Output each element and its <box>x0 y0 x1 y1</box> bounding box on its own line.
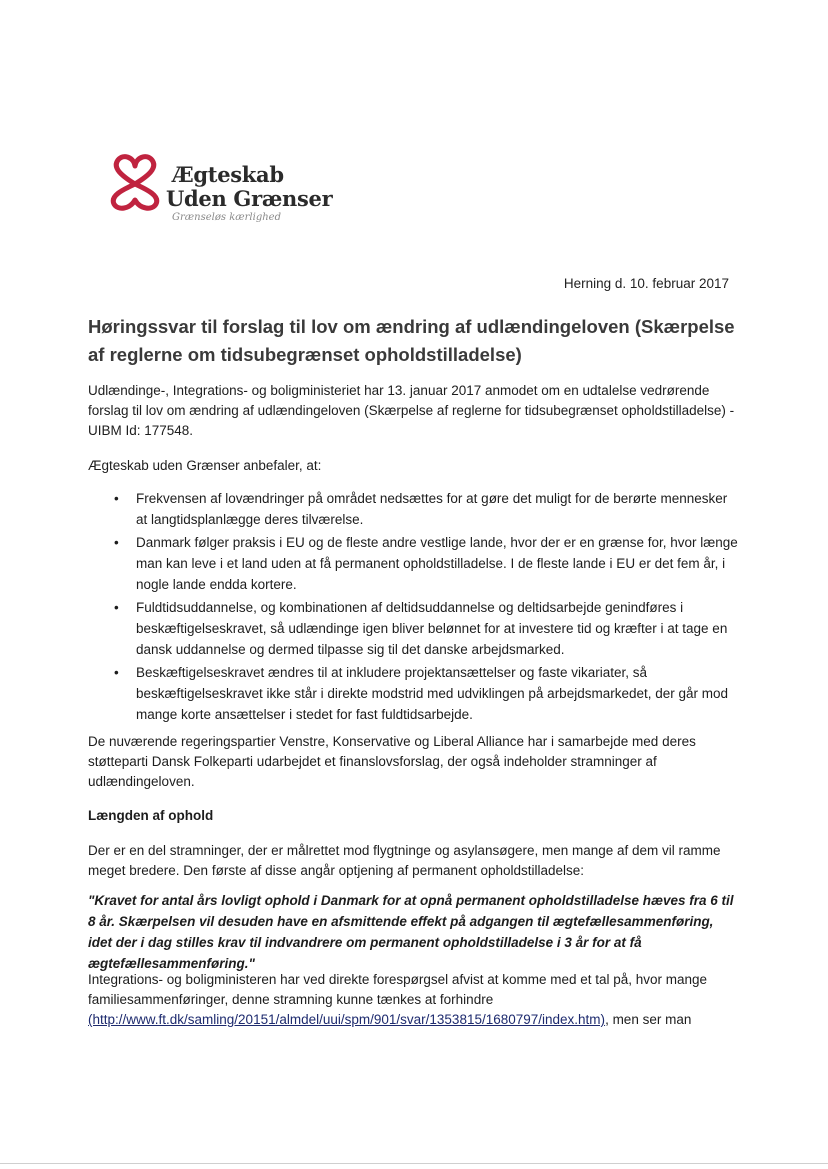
minister-text-end: , men ser man <box>605 1012 692 1027</box>
list-item-text: Danmark følger praksis i EU og de fleste andre vestlige lande, hvor der er en grænse for, hvor længe man kan leve i et land uden at få permanent opholdstilladelse. I de fleste lande i EU er det fem år, i nogle lande endda kortere. <box>136 535 738 592</box>
tightening-paragraph: Der er en del stramninger, der er målrettet mod flygtninge og asylansøgere, men mange af dem vil ramme meget bredere. Den første af disse angår optjening af permanent opholdstilladelse: <box>88 843 721 878</box>
section-heading: Længden af ophold <box>88 808 214 823</box>
intro-paragraph: Udlændinge-, Integrations- og boligministeriet har 13. januar 2017 anmodet om en udtalelse vedrørende forslag til lov om ændring af udlændingeloven (Skærpelse af reglerne for tidsubegrænset opholdstilladelse) - UIBM Id: 177548. <box>88 383 735 438</box>
list-item <box>88 488 738 530</box>
quoted-proposal: "Kravet for antal års lovligt ophold i Danmark for at opnå permanent opholdstilladelse hæves fra 6 til 8 år. Skærpelsen vil desuden have en afsmittende effekt på adgangen til ægtefællesammenføring, idet der i dag stilles krav til indvandrere om permanent opholdstilladelse i 3 år for at få ægtefællesammenføring." <box>88 893 734 971</box>
list-item-text: Frekvensen af lovændringer på området nedsættes for at gøre det muligt for de berørte mennesker at langtidsplanlægge deres tilværelse. <box>136 491 728 527</box>
bullet-icon: • <box>114 665 119 680</box>
page-bottom-rule <box>0 1163 828 1164</box>
minister-text-start: Integrations- og boligministeren har ved direkte forespørgsel afvist at komme med et tal på, hvor mange familiesammenføringer, denne stramning kunne tænkes at forhindre <box>88 972 708 1007</box>
minister-paragraph <box>88 970 738 1030</box>
list-item <box>88 532 738 595</box>
bullet-icon: • <box>114 491 119 506</box>
list-item <box>88 662 738 725</box>
bullet-icon: • <box>114 600 119 615</box>
logo-name-line2: Uden Grænser <box>166 186 333 211</box>
letter-date: Herning d. 10. februar 2017 <box>563 276 729 291</box>
recommendation-list <box>88 488 738 725</box>
parliament-answer-link[interactable]: (http://www.ft.dk/samling/20151/almdel/uui/spm/901/svar/1353815/1680797/index.htm) <box>88 1012 606 1027</box>
bullet-icon: • <box>114 535 119 550</box>
document-title: Høringssvar til forslag til lov om ændring af udlændingeloven (Skærpelse af reglerne om tidsubegrænset opholdstilladelse) <box>88 316 735 365</box>
recommendation-lead: Ægteskab uden Grænser anbefaler, at: <box>88 458 322 473</box>
list-item-text: Beskæftigelseskravet ændres til at inkludere projektansættelser og faste vikariater, så beskæftigelseskravet ikke står i direkte modstrid med udviklingen på arbejdsmarkedet, der går mod mange korte ansættelser i stedet for fast fuldtidsarbejde. <box>136 665 729 722</box>
government-paragraph: De nuværende regeringspartier Venstre, Konservative og Liberal Alliance har i samarbejde med deres støtteparti Dansk Folkeparti udarbejdet et finanslovsforslag, der også indeholder stramninger af udlændingeloven. <box>88 734 696 789</box>
list-item <box>88 597 738 660</box>
list-item-text: Fuldtidsuddannelse, og kombinationen af deltidsuddannelse og deltidsarbejde genindføres i beskæftigelseskravet, så udlændinge igen bliver belønnet for at investere tid og kræfter i at tage en dansk uddannelse og dermed tilpasse sig til det danske arbejdsmarked. <box>136 600 728 657</box>
heart-knot-logo-icon <box>108 154 162 212</box>
logo-tagline: Grænseløs kærlighed <box>172 212 281 223</box>
logo-name-line1: Ægteskab <box>172 162 284 187</box>
